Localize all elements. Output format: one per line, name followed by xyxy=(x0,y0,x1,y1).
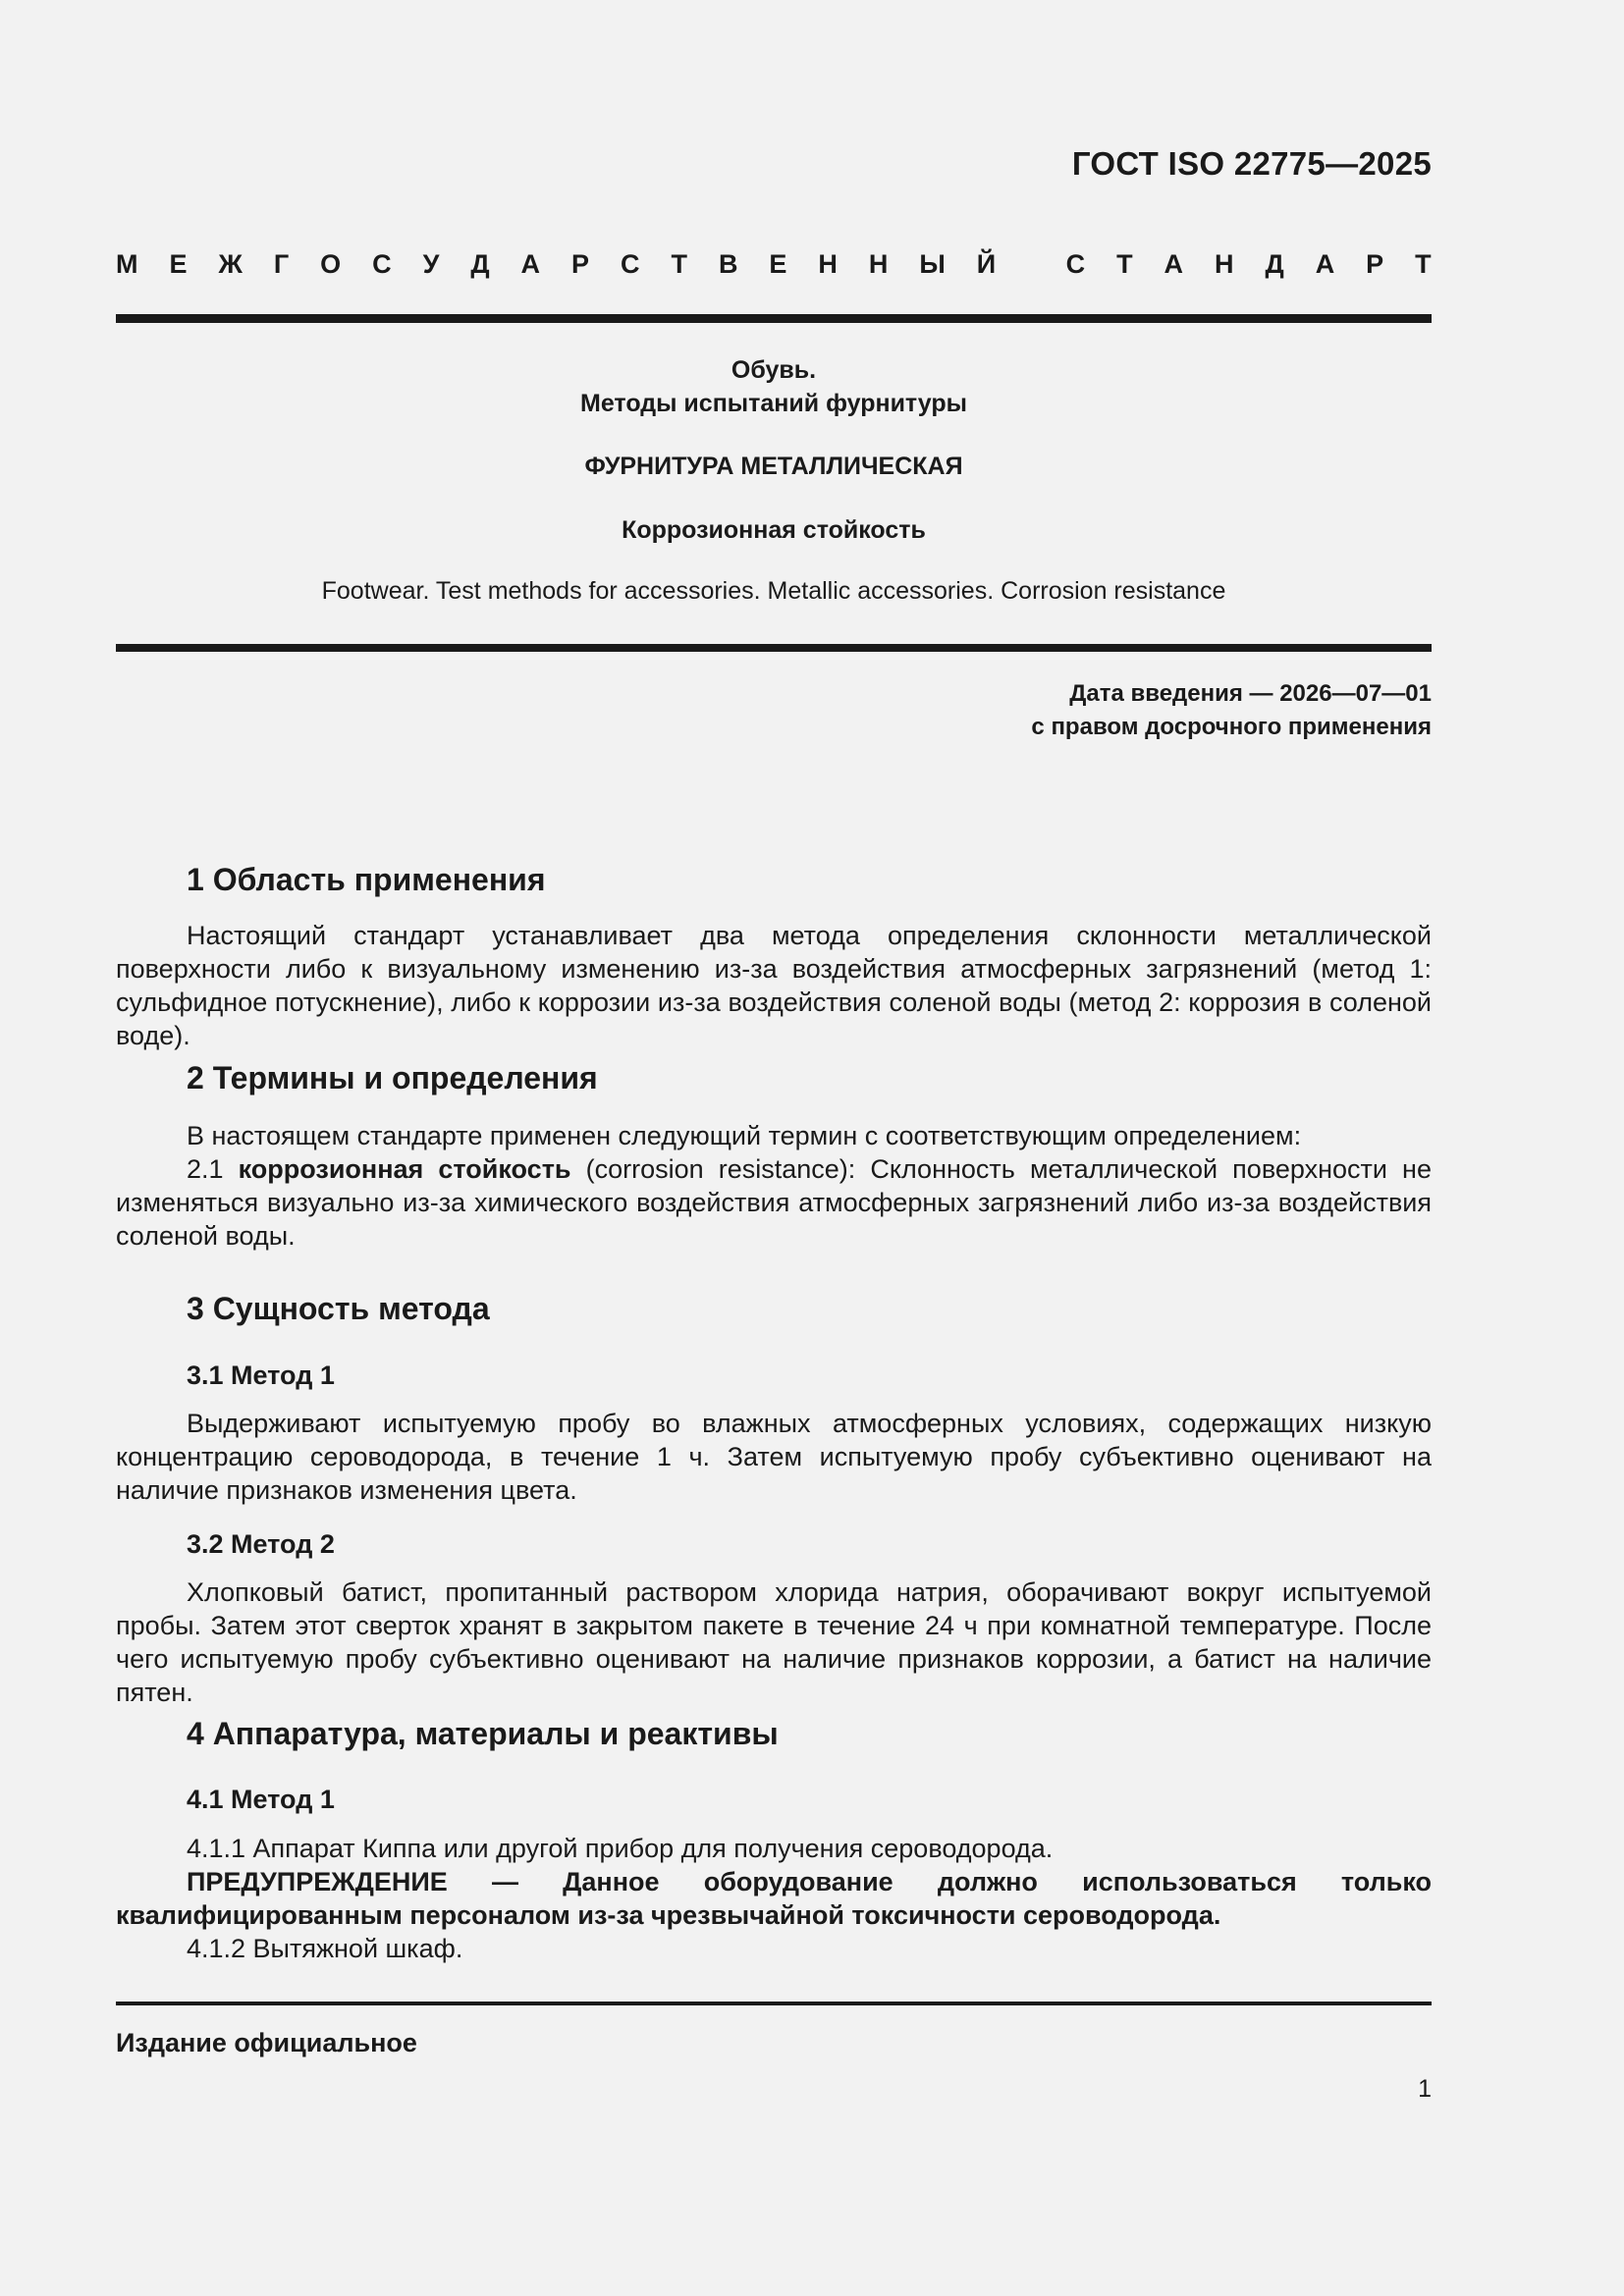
title-line-4: Коррозионная стойкость xyxy=(622,516,926,544)
interstate-letter: У xyxy=(422,249,440,279)
title-line-1: Обувь. xyxy=(731,356,817,384)
section-3-heading: 3 Сущность метода xyxy=(187,1291,490,1326)
interstate-letter: Е xyxy=(769,249,787,279)
interstate-letter: Н xyxy=(818,249,838,279)
interstate-letter: Н xyxy=(868,249,889,279)
interstate-letter: Д xyxy=(1265,249,1284,279)
section-2-body xyxy=(116,1119,1432,1253)
warning-paragraph: ПРЕДУПРЕЖДЕНИЕ — Данное оборудование должно использоваться только квалифицированным персоналом из-за чрезвычайной токсичности сероводорода. xyxy=(116,1867,1432,1930)
top-rule xyxy=(116,314,1432,323)
page-number: 1 xyxy=(1418,2075,1432,2103)
item-4-1-2: 4.1.2 Вытяжной шкаф. xyxy=(187,1934,463,1963)
interstate-letter: С xyxy=(372,249,392,279)
title-block-3 xyxy=(116,513,1432,547)
section-3-2-paragraph: Хлопковый батист, пропитанный раствором хлорида натрия, оборачивают вокруг испытуемой пробы. Затем этот сверток хранят в закрытом пакете в течение 24 ч при комнатной температуре. После чего испытуемую пробу субъективно оценивают на наличие признаков коррозии, а батист на наличие пятен. xyxy=(116,1577,1432,1707)
definition-text: (corrosion resistance): Склонность металлической поверхности не изменяться визуально из-за химического воздействия атмосферных загрязнений либо из-за воздействия соленой воды. xyxy=(116,1154,1432,1251)
interstate-letter: Д xyxy=(470,249,490,279)
interstate-letter: Р xyxy=(571,249,590,279)
section-3-2-heading: 3.2 Метод 2 xyxy=(187,1529,335,1559)
interstate-letter: Ж xyxy=(218,249,243,279)
interstate-letter: А xyxy=(1164,249,1184,279)
interstate-letter: Ы xyxy=(919,249,946,279)
definition-number: 2.1 xyxy=(187,1154,239,1184)
interstate-letter: Р xyxy=(1366,249,1384,279)
section-3-2-body xyxy=(116,1575,1432,1709)
section-3-1-body xyxy=(116,1407,1432,1507)
section-1-paragraph: Настоящий стандарт устанавливает два метода определения склонности металлической поверхности либо к визуальному изменению из-за воздействия атмосферных загрязнений (метод 1: сульфидное потускнение), либо к коррозии из-за воздействия соленой воды (метод 2: коррозия в соленой воде). xyxy=(116,921,1432,1050)
interstate-letter: М xyxy=(116,249,138,279)
item-4-1-1: 4.1.1 Аппарат Киппа или другой прибор для получения сероводорода. xyxy=(187,1834,1054,1863)
introduction-date: Дата введения — 2026—07—01 xyxy=(1069,680,1432,707)
interstate-letter: Н xyxy=(1215,249,1234,279)
section-4-1-heading: 4.1 Метод 1 xyxy=(187,1785,335,1814)
interstate-letter: О xyxy=(320,249,342,279)
early-application: с правом досрочного применения xyxy=(1031,714,1432,740)
interstate-letter: Й xyxy=(976,249,997,279)
section-3-1-heading: 3.1 Метод 1 xyxy=(187,1361,335,1390)
section-3-1-paragraph: Выдерживают испытуемую пробу во влажных атмосферных условиях, содержащих низкую концентрацию сероводорода, в течение 1 ч. Затем испытуемую пробу субъективно оценивают на наличие признаков изменения цвета. xyxy=(116,1409,1432,1505)
interstate-letter: С xyxy=(1065,249,1086,279)
section-2-paragraph: В настоящем стандарте применен следующий термин с соответствующим определением: xyxy=(187,1121,1302,1150)
interstate-letter: С xyxy=(621,249,640,279)
footer-rule xyxy=(116,2002,1432,2005)
interstate-letter: Т xyxy=(671,249,687,279)
section-1-heading: 1 Область применения xyxy=(187,862,546,897)
section-1-body xyxy=(116,919,1432,1052)
section-4-heading: 4 Аппаратура, материалы и реактивы xyxy=(187,1716,779,1751)
interstate-letter: А xyxy=(1315,249,1335,279)
title-line-2: Методы испытаний фурнитуры xyxy=(580,390,967,417)
interstate-letter: В xyxy=(718,249,738,279)
official-edition: Издание официальное xyxy=(116,2028,417,2057)
introduction-date-block xyxy=(1031,677,1432,744)
interstate-letter: Е xyxy=(169,249,188,279)
document-page xyxy=(116,0,1432,2296)
title-block-english xyxy=(116,574,1432,608)
title-block xyxy=(116,353,1432,420)
title-bottom-rule xyxy=(116,644,1432,652)
title-line-3: ФУРНИТУРА МЕТАЛЛИЧЕСКАЯ xyxy=(584,453,963,480)
interstate-letter: Т xyxy=(1116,249,1133,279)
definition-2-1 xyxy=(116,1152,1432,1253)
definition-term: коррозионная стойкость xyxy=(238,1154,571,1184)
interstate-letter xyxy=(1027,249,1035,280)
section-2-heading: 2 Термины и определения xyxy=(187,1060,598,1095)
interstate-letter: Т xyxy=(1415,249,1432,279)
title-english: Footwear. Test methods for accessories. Metallic accessories. Corrosion resistance xyxy=(321,577,1226,605)
title-block-2 xyxy=(116,450,1432,483)
interstate-letter: Г xyxy=(273,249,290,279)
interstate-letter: А xyxy=(520,249,541,279)
document-code: ГОСТ ISO 22775—2025 xyxy=(1071,145,1432,182)
section-4-1-body xyxy=(116,1832,1432,1965)
interstate-standard-heading xyxy=(116,249,1432,280)
